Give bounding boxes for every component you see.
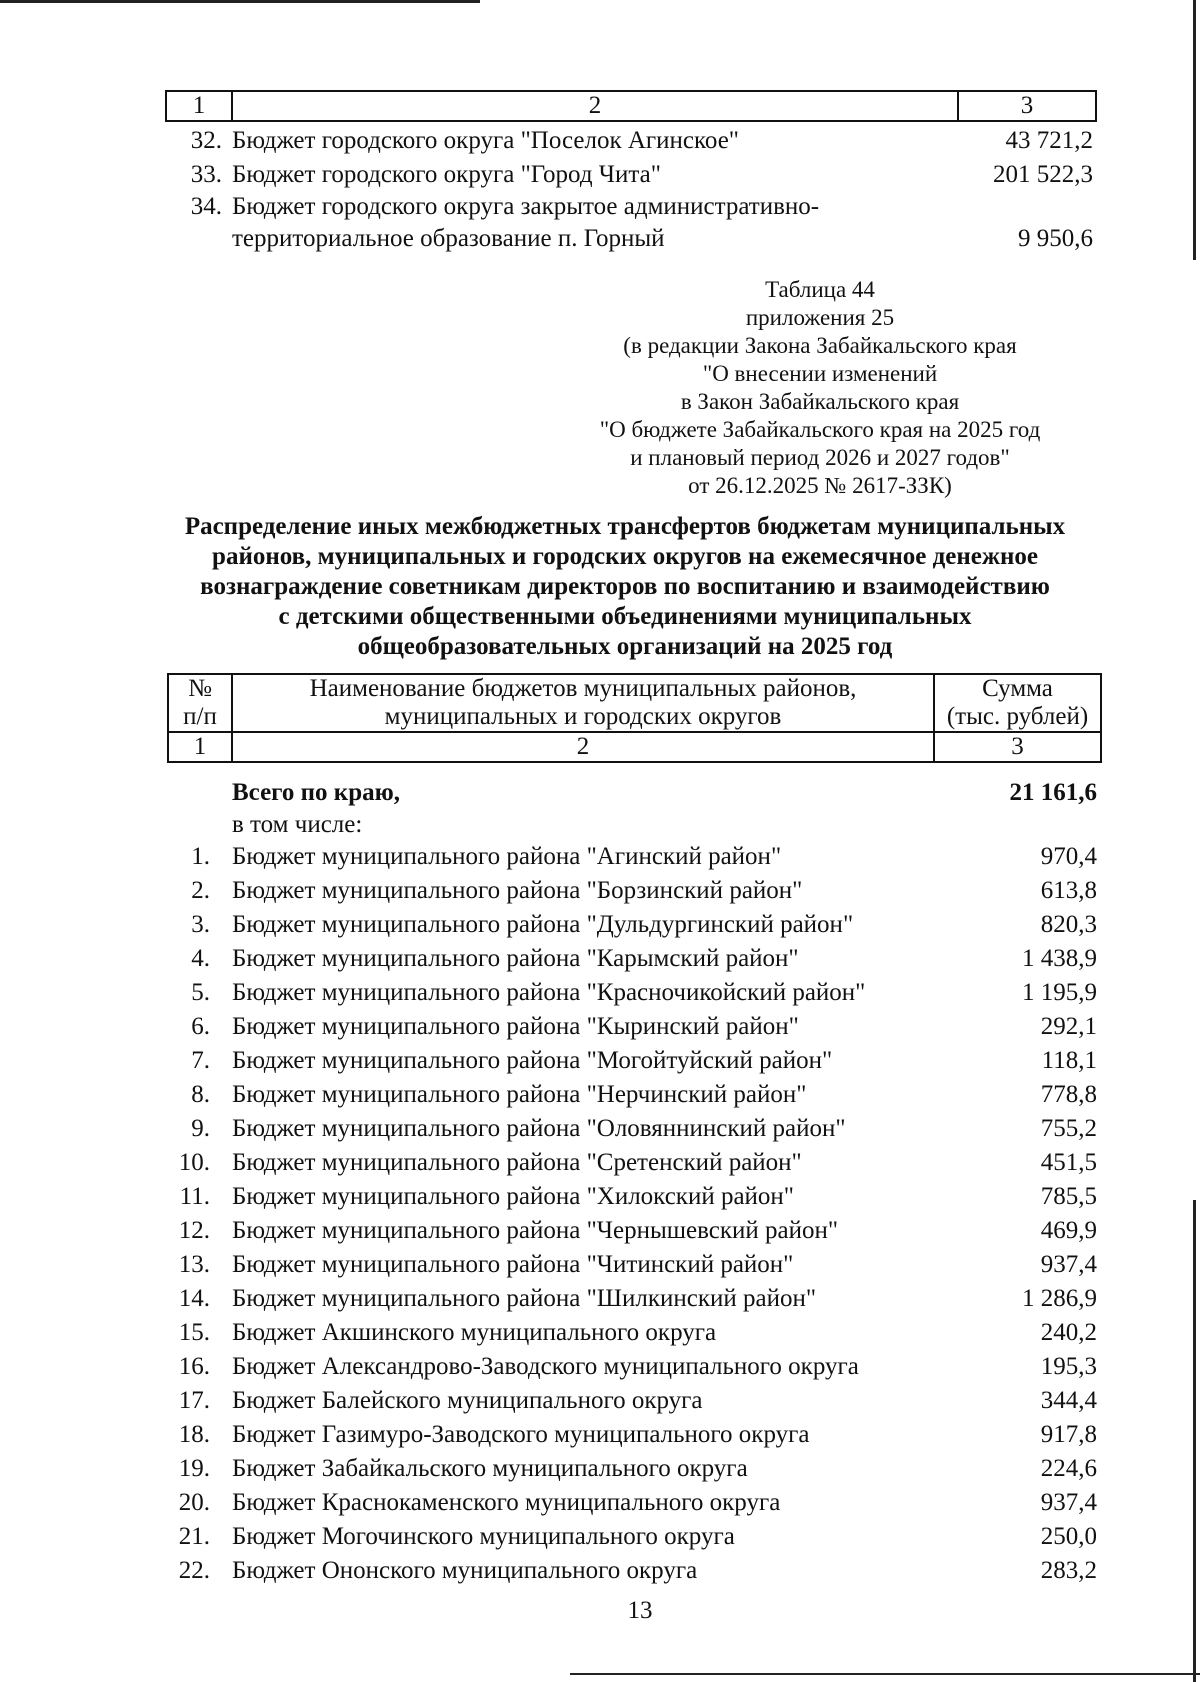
row-value: 240,2 <box>1040 1319 1097 1346</box>
row-number: 2. <box>191 877 210 904</box>
table-row <box>0 124 1200 158</box>
caption-line: "О бюджете Забайкальского края на 2025 год <box>599 417 1041 442</box>
caption-line: и плановый период 2026 и 2027 годов" <box>630 445 1010 470</box>
row-number: 34. <box>190 193 222 220</box>
row-name: Бюджет муниципального района "Красночикойский район" <box>232 979 866 1006</box>
row-number: 6. <box>191 1013 210 1040</box>
table-row <box>0 908 1200 942</box>
table-row <box>0 942 1200 976</box>
table-row <box>0 1384 1200 1418</box>
row-value: 469,9 <box>1040 1217 1097 1244</box>
row-name: Бюджет муниципального района "Дульдургинский район" <box>232 911 854 938</box>
row-name: Бюджет Газимуро-Заводского муниципального округа <box>232 1421 810 1448</box>
row-value: 292,1 <box>1040 1013 1097 1040</box>
row-number: 3. <box>191 911 210 938</box>
main-table-header <box>167 673 1102 763</box>
header-col-number <box>168 674 232 732</box>
row-number: 8. <box>191 1081 210 1108</box>
title-line: вознаграждение советникам директоров по воспитанию и взаимодействию <box>200 573 1050 600</box>
table-row <box>0 1180 1200 1214</box>
index-col3: 3 <box>934 732 1101 762</box>
total-row <box>0 776 1200 810</box>
row-name: Бюджет Забайкальского муниципального округа <box>232 1455 748 1482</box>
row-number: 19. <box>178 1455 210 1482</box>
main-table-rows <box>0 776 1200 1588</box>
table-row <box>0 1112 1200 1146</box>
title-line: общеобразовательных организаций на 2025 год <box>357 633 893 660</box>
row-value: 283,2 <box>1040 1557 1097 1584</box>
index-col2: 2 <box>232 732 934 762</box>
row-number: 22. <box>178 1557 210 1584</box>
row-value: 820,3 <box>1040 911 1097 938</box>
row-value: 613,8 <box>1040 877 1097 904</box>
row-number: 18. <box>178 1421 210 1448</box>
row-number: 16. <box>178 1353 210 1380</box>
row-number: 20. <box>178 1489 210 1516</box>
row-number: 21. <box>178 1523 210 1550</box>
document-title <box>150 512 1100 662</box>
caption-line: Таблица 44 <box>765 277 875 302</box>
row-name: Бюджет муниципального района "Карымский район" <box>232 945 799 972</box>
row-number: 7. <box>191 1047 210 1074</box>
row-name: Бюджет Александрово-Заводского муниципального округа <box>232 1353 859 1380</box>
row-value: 1 286,9 <box>1022 1285 1097 1312</box>
row-value: 937,4 <box>1040 1251 1097 1278</box>
top-header-col3: 3 <box>958 91 1096 121</box>
header-text: п/п <box>183 703 217 730</box>
row-name: Бюджет муниципального района "Чернышевский район" <box>232 1217 839 1244</box>
table-row <box>0 1350 1200 1384</box>
header-col-sum <box>934 674 1101 732</box>
row-value: 917,8 <box>1040 1421 1097 1448</box>
header-text: муниципальных и городских округов <box>384 703 782 730</box>
row-value: 1 195,9 <box>1022 979 1097 1006</box>
row-number: 12. <box>178 1217 210 1244</box>
table-row <box>0 1248 1200 1282</box>
row-number: 15. <box>178 1319 210 1346</box>
table-row <box>0 1418 1200 1452</box>
row-name: Бюджет муниципального района "Оловяннинский район" <box>232 1115 846 1142</box>
table-row <box>0 192 1200 222</box>
table-row <box>0 158 1200 192</box>
title-line: Распределение иных межбюджетных трансфертов бюджетам муниципальных <box>184 513 1066 540</box>
caption-line: приложения 25 <box>745 305 895 330</box>
row-number: 14. <box>178 1285 210 1312</box>
header-text: (тыс. рублей) <box>946 703 1089 730</box>
row-value: 224,6 <box>1040 1455 1097 1482</box>
table-row <box>0 1214 1200 1248</box>
total-label: Всего по краю, <box>232 779 400 806</box>
row-number: 10. <box>178 1149 210 1176</box>
table-row <box>0 840 1200 874</box>
subtotal-row <box>0 810 1200 840</box>
row-name: Бюджет Могочинского муниципального округа <box>232 1523 735 1550</box>
row-value: 43 721,2 <box>1005 127 1093 154</box>
row-number: 4. <box>191 945 210 972</box>
row-value: 195,3 <box>1040 1353 1097 1380</box>
scan-edge-top <box>0 0 480 3</box>
row-value: 118,1 <box>1041 1047 1097 1074</box>
row-value: 451,5 <box>1040 1149 1097 1176</box>
caption-line: в Закон Забайкальского края <box>680 389 960 414</box>
row-name: Бюджет городского округа "Поселок Агинское" <box>232 127 739 154</box>
table-row <box>0 1452 1200 1486</box>
main-rows-list <box>0 840 1200 1588</box>
top-header-col1: 1 <box>166 91 232 121</box>
header-col-name <box>232 674 934 732</box>
row-name: Бюджет Краснокаменского муниципального округа <box>232 1489 781 1516</box>
row-value: 785,5 <box>1040 1183 1097 1210</box>
row-name: Бюджет муниципального района "Читинский район" <box>232 1251 794 1278</box>
table-row <box>0 1554 1200 1588</box>
page-number: 13 <box>627 1597 653 1624</box>
table-row <box>0 1078 1200 1112</box>
title-line: районов, муниципальных и городских округов на ежемесячное денежное <box>212 543 1038 570</box>
row-value: 1 438,9 <box>1022 945 1097 972</box>
table-row <box>0 1010 1200 1044</box>
row-name: Бюджет муниципального района "Шилкинский район" <box>232 1285 817 1312</box>
top-table-rows <box>0 124 1200 256</box>
title-line: с детскими общественными объединениями муниципальных <box>278 603 972 630</box>
row-name: Бюджет Балейского муниципального округа <box>232 1387 703 1414</box>
table-row <box>0 1486 1200 1520</box>
header-text: № <box>188 675 212 702</box>
row-value: 755,2 <box>1040 1115 1097 1142</box>
top-header-col2: 2 <box>232 91 958 121</box>
row-name: Бюджет муниципального района "Могойтуйский район" <box>232 1047 833 1074</box>
row-number: 32. <box>190 127 222 154</box>
subtotal-label: в том числе: <box>232 811 363 838</box>
row-name: Бюджет муниципального района "Хилокский район" <box>232 1183 795 1210</box>
row-name: Бюджет муниципального района "Агинский район" <box>232 843 782 870</box>
table-caption <box>520 276 1120 500</box>
row-name: Бюджет муниципального района "Сретенский район" <box>232 1149 802 1176</box>
row-number: 9. <box>191 1115 210 1142</box>
total-value: 21 161,6 <box>1009 779 1097 806</box>
row-name: Бюджет муниципального района "Борзинский район" <box>232 877 803 904</box>
row-number: 11. <box>179 1183 210 1210</box>
index-col1: 1 <box>168 732 232 762</box>
row-name: Бюджет Ононского муниципального округа <box>232 1557 698 1584</box>
table-row <box>0 1520 1200 1554</box>
table-row <box>0 1282 1200 1316</box>
caption-line: от 26.12.2025 № 2617-ЗЗК) <box>688 473 952 498</box>
scan-edge-bottom <box>570 1673 1200 1675</box>
table-row <box>0 874 1200 908</box>
table-row <box>0 1146 1200 1180</box>
table-row <box>0 976 1200 1010</box>
row-name: Бюджет городского округа закрытое административно- <box>232 193 820 220</box>
row-value: 201 522,3 <box>993 161 1093 188</box>
row-value: 937,4 <box>1040 1489 1097 1516</box>
row-name: Бюджет муниципального района "Нерчинский район" <box>232 1081 807 1108</box>
table-row-continuation <box>0 222 1200 256</box>
row-value: 9 950,6 <box>1018 225 1093 252</box>
row-number: 13. <box>178 1251 210 1278</box>
row-name: Бюджет городского округа "Город Чита" <box>232 161 661 188</box>
row-value: 344,4 <box>1040 1387 1097 1414</box>
row-name-continued: территориальное образование п. Горный <box>232 225 665 252</box>
row-number: 17. <box>178 1387 210 1414</box>
row-name: Бюджет Акшинского муниципального округа <box>232 1319 717 1346</box>
row-number: 5. <box>191 979 210 1006</box>
row-number: 1. <box>191 843 210 870</box>
header-text: Наименование бюджетов муниципальных районов, <box>309 675 857 702</box>
row-value: 970,4 <box>1040 843 1097 870</box>
row-name: Бюджет муниципального района "Кыринский район" <box>232 1013 799 1040</box>
row-value: 250,0 <box>1040 1523 1097 1550</box>
caption-line: (в редакции Закона Забайкальского края <box>623 333 1017 358</box>
caption-line: "О внесении изменений <box>702 361 938 386</box>
row-number: 33. <box>190 161 222 188</box>
row-value: 778,8 <box>1040 1081 1097 1108</box>
header-text: Сумма <box>982 675 1053 702</box>
table-row <box>0 1044 1200 1078</box>
top-table-header <box>165 90 1097 122</box>
table-row <box>0 1316 1200 1350</box>
